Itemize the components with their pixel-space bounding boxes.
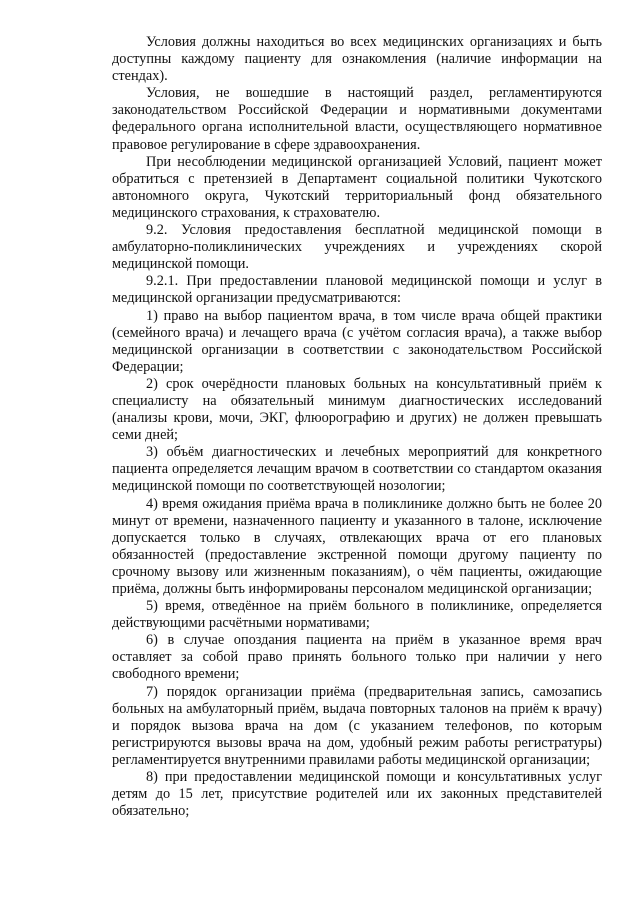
document-body — [112, 34, 602, 820]
section-heading-9-2-1: 9.2.1. При предоставлении плановой медицинской помощи и услуг в медицинской организации предусматриваются: — [112, 273, 602, 307]
paragraph-stands-availability: Условия должны находиться во всех медицинских организациях и быть доступны каждому пациенту для ознакомления (наличие информации на стендах). — [112, 34, 602, 85]
paragraph-complaint: При несоблюдении медицинской организацией Условий, пациент может обратиться с претензией в Департамент социальной политики Чукотского автономного округа, Чукотский территориальный фонд обязательного медицинского страхования, к страхователю. — [112, 153, 602, 221]
list-item-3: 3) объём диагностических и лечебных мероприятий для конкретного пациента определяется лечащим врачом в соответствии со стандартом оказания медицинской помощи по соответствующей нозологии; — [112, 444, 602, 495]
list-item-5: 5) время, отведённое на приём больного в поликлинике, определяется действующими расчётными нормативами; — [112, 598, 602, 632]
paragraph-regulation: Условия, не вошедшие в настоящий раздел, регламентируются законодательством Российской Федерации и нормативными документами федерального органа исполнительной власти, осуществляющего нормативное правовое регулирование в сфере здравоохранения. — [112, 85, 602, 153]
list-item-1: 1) право на выбор пациентом врача, в том числе врача общей практики (семейного врача) и лечащего врача (с учётом согласия врача), а также выбор медицинской организации в соответствии с законодательством Российской Федерации; — [112, 307, 602, 375]
list-item-8: 8) при предоставлении медицинской помощи и консультативных услуг детям до 15 лет, присутствие родителей или их законных представителей обязательно; — [112, 769, 602, 820]
list-item-6: 6) в случае опоздания пациента на приём в указанное время врач оставляет за собой право принять больного только при наличии у него свободного времени; — [112, 632, 602, 683]
list-item-7: 7) порядок организации приёма (предварительная запись, самозапись больных на амбулаторный приём, выдача повторных талонов на приём к врачу) и порядок вызова врача на дом (с указанием телефонов, по которым регистрируются вызовы врача на дом, удобный режим работы регистратуры) регламентируется внутренними правилами работы медицинской организации; — [112, 683, 602, 768]
section-heading-9-2: 9.2. Условия предоставления бесплатной медицинской помощи в амбулаторно-поликлинических учреждениях и учреждениях скорой медицинской помощи. — [112, 222, 602, 273]
list-item-2: 2) срок очерёдности плановых больных на консультативный приём к специалисту на обязательный минимум диагностических исследований (анализы крови, мочи, ЭКГ, флюорографию и других) не должен превышать семи дней; — [112, 375, 602, 444]
list-item-4: 4) время ожидания приёма врача в поликлинике должно быть не более 20 минут от времени, назначенного пациенту и указанного в талоне, исключение допускается только в случаях, отвлекающих врача от его плановых обязанностей (предоставление экстренной помощи другому пациенту по срочному вызову или жизненным показаниям), о чём пациенты, ожидающие приёма, должны быть информированы персоналом медицинской организации; — [112, 495, 602, 597]
